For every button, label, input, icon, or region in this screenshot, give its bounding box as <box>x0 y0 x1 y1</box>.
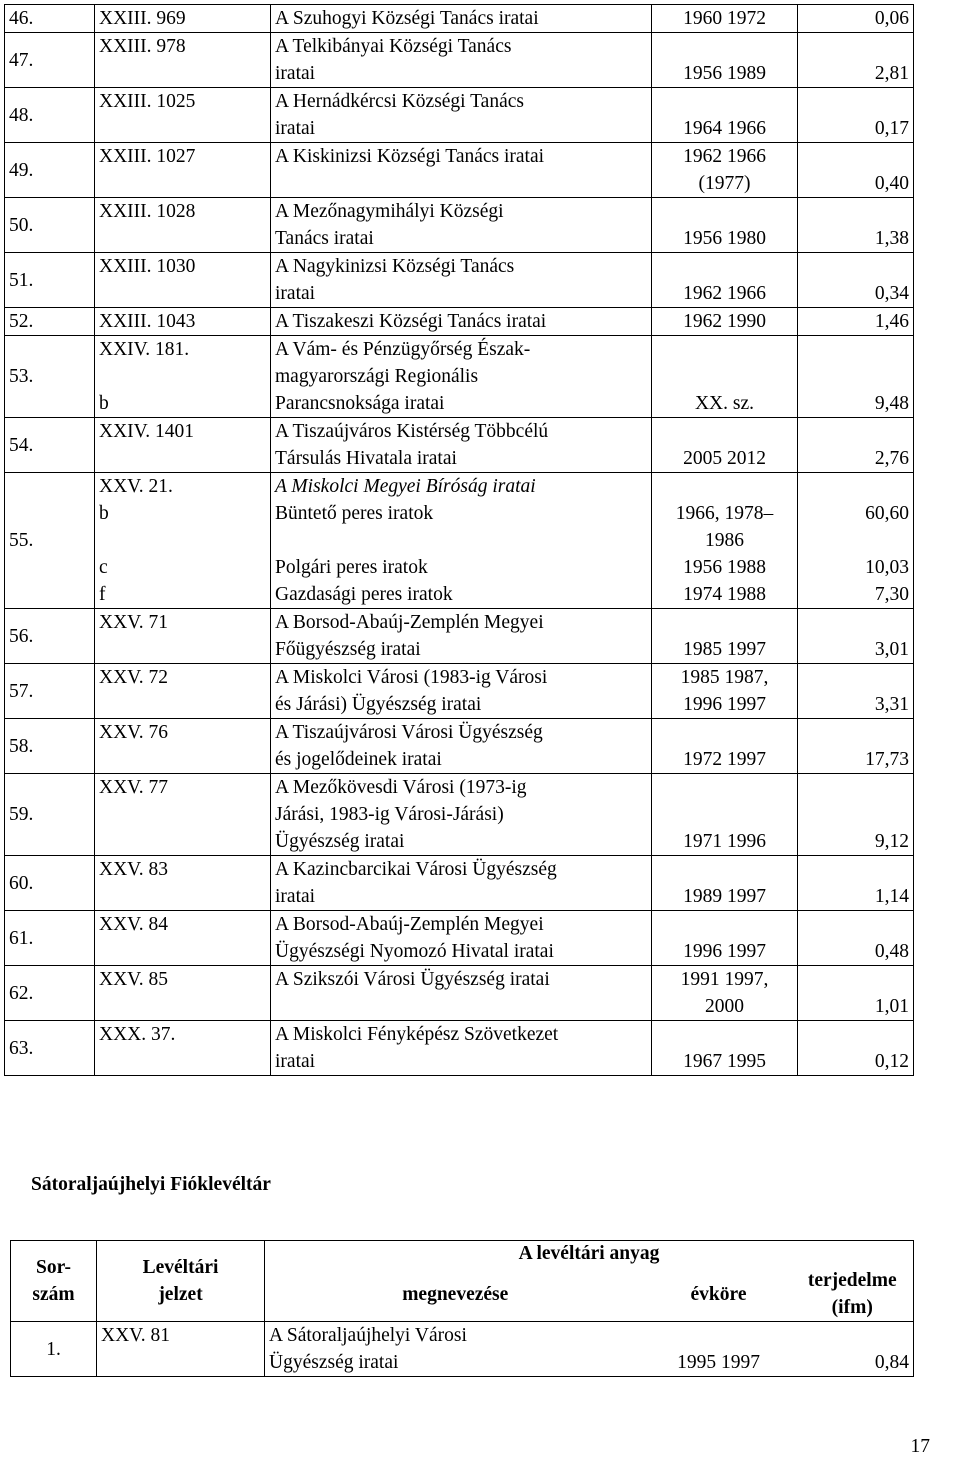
row-number: 56. <box>5 609 95 664</box>
archive-signature: XXIII. 1028 <box>95 198 271 253</box>
archive-signature: XXV. 76 <box>95 719 271 774</box>
date-range: 1956 1989 <box>652 33 798 88</box>
fonds-name: A Sátoraljaújhelyi Városi Ügyészség iratai <box>265 1322 646 1377</box>
archive-signature: XXX. 37. <box>95 1021 271 1076</box>
table-row <box>11 1322 914 1377</box>
row-number: 1. <box>11 1322 97 1377</box>
extent: 1,38 <box>798 198 914 253</box>
table-row <box>5 856 914 911</box>
fonds-name: A Kazincbarcikai Városi Ügyészség iratai <box>271 856 652 911</box>
date-range: 1995 1997 <box>646 1322 792 1377</box>
archive-signature: XXIII. 969 <box>95 5 271 33</box>
row-number: 60. <box>5 856 95 911</box>
archive-signature: XXV. 71 <box>95 609 271 664</box>
archive-signature: XXIII. 978 <box>95 33 271 88</box>
table-row <box>5 664 914 719</box>
fonds-name: A Kiskinizsi Községi Tanács iratai <box>271 143 652 198</box>
fonds-name: A Szuhogyi Községi Tanács iratai <box>271 5 652 33</box>
extent: 0,34 <box>798 253 914 308</box>
extent: 17,73 <box>798 719 914 774</box>
date-range: 1971 1996 <box>652 774 798 856</box>
table-row <box>5 5 914 33</box>
extent: 60,60 10,03 7,30 <box>798 473 914 609</box>
fonds-name: A Miskolci Városi (1983-ig Városi és Járási) Ügyészség iratai <box>271 664 652 719</box>
row-number: 61. <box>5 911 95 966</box>
archive-signature: XXV. 81 <box>97 1322 265 1377</box>
extent: 0,17 <box>798 88 914 143</box>
archive-signature: XXV. 21. b c f <box>95 473 271 609</box>
archive-signature: XXIII. 1030 <box>95 253 271 308</box>
extent: 3,01 <box>798 609 914 664</box>
archive-signature: XXV. 77 <box>95 774 271 856</box>
table-row <box>5 418 914 473</box>
row-number: 46. <box>5 5 95 33</box>
table-row <box>5 774 914 856</box>
fonds-name: A Borsod-Abaúj-Zemplén Megyei Ügyészségi Nyomozó Hivatal iratai <box>271 911 652 966</box>
fonds-name: A Nagykinizsi Községi Tanács iratai <box>271 253 652 308</box>
fonds-name: A Mezőnagymihályi Községi Tanács iratai <box>271 198 652 253</box>
fonds-name <box>271 473 652 609</box>
table-row <box>5 143 914 198</box>
table-row <box>5 33 914 88</box>
table-row <box>5 308 914 336</box>
row-number: 63. <box>5 1021 95 1076</box>
date-range: 1972 1997 <box>652 719 798 774</box>
fonds-name: A Vám- és Pénzügyőrség Észak- magyarországi Regionális Parancsnoksága iratai <box>271 336 652 418</box>
table-row <box>5 253 914 308</box>
header-signature: Levéltári jelzet <box>97 1241 265 1322</box>
header-name: megnevezése <box>265 1267 646 1322</box>
extent: 1,01 <box>798 966 914 1021</box>
row-number: 47. <box>5 33 95 88</box>
date-range: XX. sz. <box>652 336 798 418</box>
section-heading: Sátoraljaújhelyi Fióklevéltár <box>31 1174 271 1195</box>
extent: 2,81 <box>798 33 914 88</box>
archive-list-table <box>4 4 914 1076</box>
row-number: 50. <box>5 198 95 253</box>
extent: 9,48 <box>798 336 914 418</box>
fonds-name: A Mezőkövesdi Városi (1973-ig Járási, 1983-ig Városi-Járási) Ügyészség iratai <box>271 774 652 856</box>
sub-fonds-names: Büntető peres iratok Polgári peres iratok Gazdasági peres iratok <box>275 503 453 605</box>
header-years: évköre <box>646 1267 792 1322</box>
date-range: 1985 1987, 1996 1997 <box>652 664 798 719</box>
date-range: 1985 1997 <box>652 609 798 664</box>
row-number: 51. <box>5 253 95 308</box>
date-range: 1966, 1978– 1986 1956 1988 1974 1988 <box>652 473 798 609</box>
branch-archive-table <box>10 1240 914 1377</box>
extent: 3,31 <box>798 664 914 719</box>
row-number: 52. <box>5 308 95 336</box>
table-row <box>5 719 914 774</box>
date-range: 1989 1997 <box>652 856 798 911</box>
row-number: 49. <box>5 143 95 198</box>
row-number: 53. <box>5 336 95 418</box>
fonds-name: A Tiszaújváros Kistérség Többcélú Társulás Hivatala iratai <box>271 418 652 473</box>
fonds-name: A Tiszakeszi Községi Tanács iratai <box>271 308 652 336</box>
fonds-name: A Borsod-Abaúj-Zemplén Megyei Főügyészség iratai <box>271 609 652 664</box>
row-number: 55. <box>5 473 95 609</box>
row-number: 54. <box>5 418 95 473</box>
table-row <box>5 966 914 1021</box>
fonds-name: A Telkibányai Községi Tanács iratai <box>271 33 652 88</box>
table-row <box>5 473 914 609</box>
extent: 1,46 <box>798 308 914 336</box>
extent: 0,48 <box>798 911 914 966</box>
header-extent: terjedelme (ifm) <box>792 1267 914 1322</box>
date-range: 1991 1997, 2000 <box>652 966 798 1021</box>
archive-signature: XXV. 84 <box>95 911 271 966</box>
archive-signature: XXIII. 1043 <box>95 308 271 336</box>
fonds-name: A Szikszói Városi Ügyészség iratai <box>271 966 652 1021</box>
date-range: 1996 1997 <box>652 911 798 966</box>
row-number: 59. <box>5 774 95 856</box>
archive-signature: XXIV. 181. b <box>95 336 271 418</box>
extent: 9,12 <box>798 774 914 856</box>
archive-signature: XXIV. 1401 <box>95 418 271 473</box>
archive-signature: XXIII. 1025 <box>95 88 271 143</box>
extent: 0,84 <box>792 1322 914 1377</box>
row-number: 48. <box>5 88 95 143</box>
table-row <box>5 911 914 966</box>
date-range: 1967 1995 <box>652 1021 798 1076</box>
extent: 0,40 <box>798 143 914 198</box>
date-range: 2005 2012 <box>652 418 798 473</box>
archive-signature: XXIII. 1027 <box>95 143 271 198</box>
archive-signature: XXV. 72 <box>95 664 271 719</box>
row-number: 57. <box>5 664 95 719</box>
date-range: 1964 1966 <box>652 88 798 143</box>
header-row-number: Sor- szám <box>11 1241 97 1322</box>
table-row <box>5 88 914 143</box>
header-group: A levéltári anyag <box>265 1241 914 1268</box>
extent: 0,06 <box>798 5 914 33</box>
fonds-name: A Tiszaújvárosi Városi Ügyészség és jogelődeinek iratai <box>271 719 652 774</box>
archive-signature: XXV. 85 <box>95 966 271 1021</box>
date-range: 1962 1966 <box>652 253 798 308</box>
page-number: 17 <box>910 1436 930 1457</box>
fonds-title: A Miskolci Megyei Bíróság iratai <box>275 476 536 497</box>
table-row <box>5 609 914 664</box>
date-range: 1962 1966 (1977) <box>652 143 798 198</box>
table-row <box>5 336 914 418</box>
header-row <box>11 1241 914 1268</box>
fonds-name: A Miskolci Fényképész Szövetkezet iratai <box>271 1021 652 1076</box>
fonds-name: A Hernádkércsi Községi Tanács iratai <box>271 88 652 143</box>
extent: 0,12 <box>798 1021 914 1076</box>
extent: 1,14 <box>798 856 914 911</box>
date-range: 1962 1990 <box>652 308 798 336</box>
extent: 2,76 <box>798 418 914 473</box>
archive-signature: XXV. 83 <box>95 856 271 911</box>
table-row <box>5 198 914 253</box>
date-range: 1956 1980 <box>652 198 798 253</box>
row-number: 62. <box>5 966 95 1021</box>
date-range: 1960 1972 <box>652 5 798 33</box>
row-number: 58. <box>5 719 95 774</box>
table-row <box>5 1021 914 1076</box>
